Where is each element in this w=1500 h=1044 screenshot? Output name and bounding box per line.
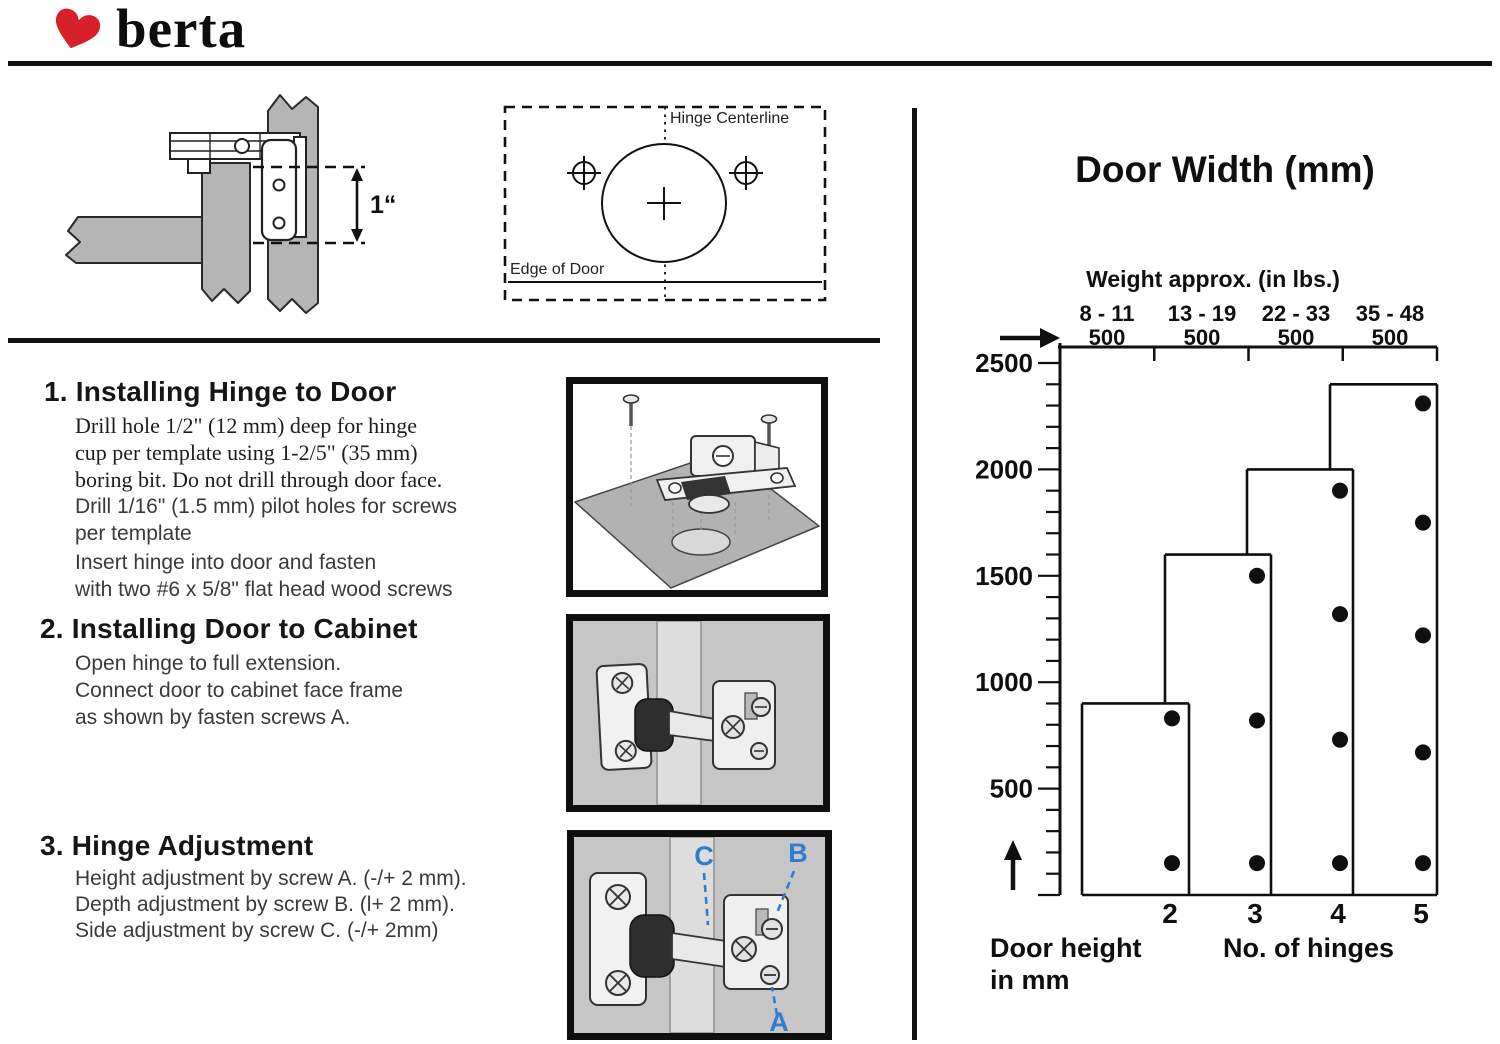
weight-range-label: 35 - 48: [1355, 301, 1425, 326]
y-tick-label: 2000: [975, 454, 1033, 485]
wood-screw: [762, 415, 777, 446]
weight-range-label: 8 - 11: [1079, 301, 1135, 326]
chart-top-axis-label: Weight approx. (in lbs.): [1086, 266, 1340, 292]
brand-name: berta: [116, 0, 247, 59]
edge-of-door-label: Edge of Door: [510, 261, 605, 278]
chart-x-axis-label: No. of hinges: [1223, 933, 1394, 963]
text-line: per template: [75, 522, 192, 545]
hinge-dot: [1332, 855, 1348, 871]
hinge-count-chart: [940, 100, 1500, 1044]
col-width-label: 500: [1088, 325, 1126, 350]
step1-para3: [75, 549, 452, 603]
height-direction-arrowhead: [1004, 840, 1022, 860]
step1-para1: [75, 412, 442, 493]
x-tick-label: 5: [1413, 898, 1429, 929]
top-rule: [8, 61, 1492, 66]
step3-para: [75, 866, 467, 944]
hinge-dot: [1164, 855, 1180, 871]
x-tick-label: 4: [1330, 898, 1346, 929]
col-width-label: 500: [1277, 325, 1315, 350]
drilling-template-diagram: [500, 100, 835, 310]
text-line: Height adjustment by screw A. (-/+ 2 mm).: [75, 867, 467, 890]
hinge-dot: [1164, 710, 1180, 726]
weight-range-label: 13 - 19: [1167, 301, 1237, 326]
illustration-install-hinge: [566, 377, 828, 597]
section-rule: [8, 338, 880, 343]
hinge-dot: [1249, 855, 1265, 871]
chart-y-axis-label-line1: Door height: [990, 933, 1142, 963]
text-line: Side adjustment by screw C. (-/+ 2mm): [75, 919, 439, 942]
y-tick-label: 1500: [975, 560, 1033, 591]
hinge-dot: [1415, 627, 1431, 643]
y-tick-label: 1000: [975, 667, 1033, 698]
screw-hole-right: [729, 156, 763, 190]
hinge-dot: [1332, 732, 1348, 748]
step2-heading: 2. Installing Door to Cabinet: [40, 613, 418, 644]
hinge-arm: [669, 711, 715, 741]
adjust-label-b: B: [788, 838, 808, 868]
adjust-label-c: C: [694, 841, 714, 871]
door-board: [202, 163, 250, 303]
vertical-divider: [912, 108, 917, 1040]
text-line: cup per template using 1-2/5" (35 mm): [75, 440, 418, 465]
y-tick-label: 2500: [975, 348, 1033, 378]
width-direction-arrowhead: [1040, 328, 1060, 348]
text-line: Open hinge to full extension.: [75, 652, 342, 675]
step1-para2: [75, 493, 457, 547]
illustration-install-door: [566, 614, 830, 812]
x-tick-label: 2: [1162, 898, 1178, 929]
hinge-dot: [1332, 606, 1348, 622]
dimension-label: 1“: [370, 191, 397, 219]
text-line: Depth adjustment by screw B. (l+ 2 mm).: [75, 893, 455, 916]
cabinet-board: [66, 217, 210, 263]
text-line: Drill hole 1/2" (12 mm) deep for hinge: [75, 413, 417, 438]
chart-title: Door Width (mm): [1075, 149, 1375, 190]
centerline-label: Hinge Centerline: [670, 110, 790, 127]
text-line: Connect door to cabinet face frame: [75, 679, 404, 702]
screw-hole-left: [567, 156, 601, 190]
mounting-plate: [262, 140, 296, 240]
brand-logo: [42, 0, 247, 59]
weight-range-label: 22 - 33: [1261, 301, 1331, 326]
col-width-label: 500: [1371, 325, 1409, 350]
chart-marks: [975, 328, 1437, 929]
hinge-cup: [635, 699, 673, 751]
bored-hole: [672, 529, 730, 555]
text-line: as shown by fasten screws A.: [75, 706, 351, 729]
brand-logo-icon: [42, 5, 112, 53]
hinge-dot: [1415, 395, 1431, 411]
hinge-dot: [1415, 855, 1431, 871]
step2-para: [75, 650, 403, 731]
hinge-dot: [1332, 483, 1348, 499]
text-line: Drill 1/16" (1.5 mm) pilot holes for screws: [75, 495, 458, 518]
x-tick-label: 3: [1247, 898, 1263, 929]
col-width-label: 500: [1183, 325, 1221, 350]
text-line: Insert hinge into door and fasten: [75, 551, 377, 574]
hinge-cross-section-diagram: [60, 85, 405, 325]
dim-arrow-down: [351, 229, 363, 242]
hinge-dot: [1415, 515, 1431, 531]
step3-heading: 3. Hinge Adjustment: [40, 830, 314, 861]
text-line: boring bit. Do not drill through door face.: [75, 467, 443, 492]
hinge-dot: [1249, 568, 1265, 584]
hinge-dot: [1249, 713, 1265, 729]
illustration-hinge-adjustment: [567, 830, 832, 1040]
step1-heading: 1. Installing Hinge to Door: [44, 376, 397, 407]
hinge-dot: [1415, 744, 1431, 760]
dim-arrow-up: [351, 168, 363, 181]
frame-mounting-block: [713, 681, 775, 769]
text-line: with two #6 x 5/8" flat head wood screws: [75, 578, 453, 601]
chart-y-axis-label-line2: in mm: [990, 965, 1070, 995]
wood-screw: [624, 395, 639, 426]
hinge-cup: [630, 915, 674, 977]
adjust-label-a: A: [769, 1007, 789, 1033]
y-tick-label: 500: [989, 773, 1033, 804]
